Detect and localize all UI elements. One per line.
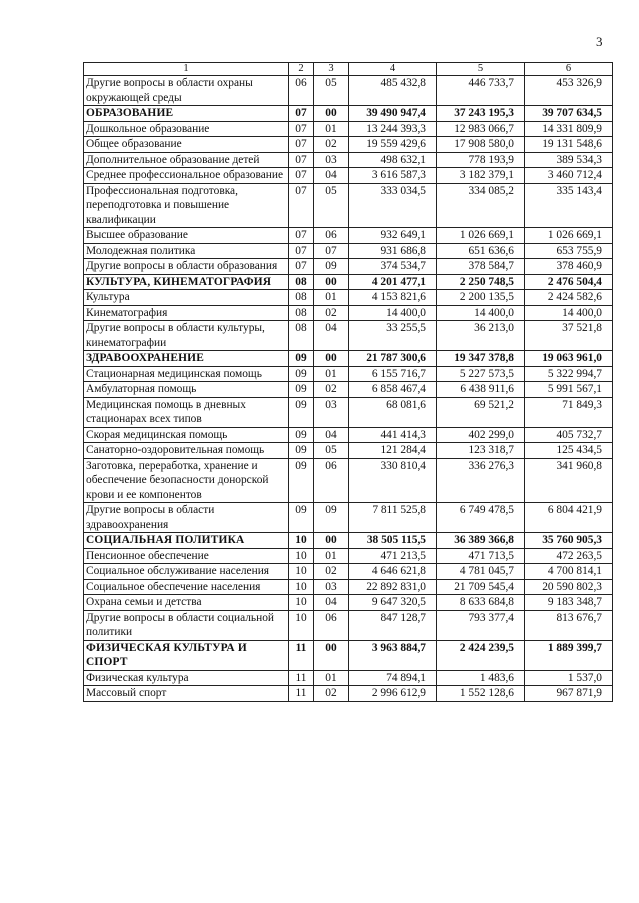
amount-cell: 2 250 748,5 [437, 274, 525, 290]
amount-cell: 341 960,8 [525, 458, 613, 503]
row-name-cell: Высшее образование [84, 228, 289, 244]
row-name-cell: Профессиональная подготовка, переподготовка и повышение квалификации [84, 183, 289, 228]
table-row [84, 168, 613, 184]
subsection-code-cell: 04 [314, 321, 349, 351]
table-row [84, 579, 613, 595]
subsection-code-cell: 05 [314, 183, 349, 228]
amount-cell: 5 991 567,1 [525, 382, 613, 398]
amount-cell: 6 804 421,9 [525, 503, 613, 533]
row-name-cell: Заготовка, переработка, хранение и обеспечение безопасности донорской крови и ее компонентов [84, 458, 289, 503]
section-code-cell: 09 [289, 397, 314, 427]
amount-cell: 1 537,0 [525, 670, 613, 686]
table-row [84, 243, 613, 259]
section-code-cell: 08 [289, 305, 314, 321]
row-name-cell: Массовый спорт [84, 686, 289, 702]
amount-cell: 2 476 504,4 [525, 274, 613, 290]
section-code-cell: 07 [289, 228, 314, 244]
amount-cell: 1 552 128,6 [437, 686, 525, 702]
amount-cell: 4 153 821,6 [349, 290, 437, 306]
subsection-code-cell: 00 [314, 640, 349, 670]
table-row [84, 610, 613, 640]
section-code-cell: 08 [289, 321, 314, 351]
amount-cell: 22 892 831,0 [349, 579, 437, 595]
section-code-cell: 10 [289, 579, 314, 595]
amount-cell: 21 709 545,4 [437, 579, 525, 595]
section-code-cell: 10 [289, 533, 314, 549]
amount-cell: 336 276,3 [437, 458, 525, 503]
table-row [84, 458, 613, 503]
section-code-cell: 10 [289, 610, 314, 640]
subsection-code-cell: 02 [314, 305, 349, 321]
amount-cell: 37 243 195,3 [437, 106, 525, 122]
row-name-cell: Дополнительное образование детей [84, 152, 289, 168]
amount-cell: 2 424 239,5 [437, 640, 525, 670]
row-name-cell: Среднее профессиональное образование [84, 168, 289, 184]
amount-cell: 36 213,0 [437, 321, 525, 351]
amount-cell: 19 063 961,0 [525, 351, 613, 367]
amount-cell: 378 460,9 [525, 259, 613, 275]
subsection-code-cell: 04 [314, 595, 349, 611]
row-name-cell: Общее образование [84, 137, 289, 153]
amount-cell: 69 521,2 [437, 397, 525, 427]
section-code-cell: 10 [289, 595, 314, 611]
subsection-code-cell: 06 [314, 458, 349, 503]
table-section-row [84, 274, 613, 290]
amount-cell: 931 686,8 [349, 243, 437, 259]
table-row [84, 443, 613, 459]
subsection-code-cell: 01 [314, 366, 349, 382]
section-code-cell: 07 [289, 121, 314, 137]
amount-cell: 778 193,9 [437, 152, 525, 168]
amount-cell: 14 400,0 [437, 305, 525, 321]
row-name-cell: Физическая культура [84, 670, 289, 686]
section-code-cell: 07 [289, 168, 314, 184]
amount-cell: 402 299,0 [437, 427, 525, 443]
column-header: 3 [314, 63, 349, 76]
subsection-code-cell: 00 [314, 274, 349, 290]
subsection-code-cell: 05 [314, 76, 349, 106]
column-header: 4 [349, 63, 437, 76]
amount-cell: 6 858 467,4 [349, 382, 437, 398]
table-row [84, 503, 613, 533]
amount-cell: 1 026 669,1 [437, 228, 525, 244]
table-header-row [84, 63, 613, 76]
amount-cell: 333 034,5 [349, 183, 437, 228]
amount-cell: 19 347 378,8 [437, 351, 525, 367]
amount-cell: 2 996 612,9 [349, 686, 437, 702]
amount-cell: 33 255,5 [349, 321, 437, 351]
amount-cell: 9 647 320,5 [349, 595, 437, 611]
row-name-cell: Молодежная политика [84, 243, 289, 259]
amount-cell: 14 400,0 [349, 305, 437, 321]
table-section-row [84, 351, 613, 367]
amount-cell: 20 590 802,3 [525, 579, 613, 595]
row-name-cell: Культура [84, 290, 289, 306]
column-header: 2 [289, 63, 314, 76]
table-row [84, 397, 613, 427]
table-row [84, 137, 613, 153]
row-name-cell: ОБРАЗОВАНИЕ [84, 106, 289, 122]
amount-cell: 405 732,7 [525, 427, 613, 443]
amount-cell: 335 143,4 [525, 183, 613, 228]
amount-cell: 39 490 947,4 [349, 106, 437, 122]
section-code-cell: 10 [289, 564, 314, 580]
amount-cell: 121 284,4 [349, 443, 437, 459]
amount-cell: 14 400,0 [525, 305, 613, 321]
section-code-cell: 09 [289, 503, 314, 533]
table-row [84, 670, 613, 686]
section-code-cell: 07 [289, 106, 314, 122]
amount-cell: 4 646 621,8 [349, 564, 437, 580]
row-name-cell: Медицинская помощь в дневных стационарах всех типов [84, 397, 289, 427]
subsection-code-cell: 01 [314, 121, 349, 137]
table-row [84, 686, 613, 702]
subsection-code-cell: 00 [314, 351, 349, 367]
amount-cell: 847 128,7 [349, 610, 437, 640]
row-name-cell: ЗДРАВООХРАНЕНИЕ [84, 351, 289, 367]
table-row [84, 548, 613, 564]
amount-cell: 6 749 478,5 [437, 503, 525, 533]
subsection-code-cell: 02 [314, 564, 349, 580]
section-code-cell: 07 [289, 259, 314, 275]
amount-cell: 6 438 911,6 [437, 382, 525, 398]
amount-cell: 378 584,7 [437, 259, 525, 275]
section-code-cell: 09 [289, 366, 314, 382]
table-row [84, 321, 613, 351]
row-name-cell: Социальное обслуживание населения [84, 564, 289, 580]
amount-cell: 1 026 669,1 [525, 228, 613, 244]
amount-cell: 36 389 366,8 [437, 533, 525, 549]
amount-cell: 334 085,2 [437, 183, 525, 228]
amount-cell: 472 263,5 [525, 548, 613, 564]
subsection-code-cell: 06 [314, 228, 349, 244]
amount-cell: 71 849,3 [525, 397, 613, 427]
amount-cell: 5 322 994,7 [525, 366, 613, 382]
row-name-cell: Кинематография [84, 305, 289, 321]
amount-cell: 2 200 135,5 [437, 290, 525, 306]
row-name-cell: Охрана семьи и детства [84, 595, 289, 611]
amount-cell: 967 871,9 [525, 686, 613, 702]
amount-cell: 13 244 393,3 [349, 121, 437, 137]
subsection-code-cell: 02 [314, 382, 349, 398]
amount-cell: 374 534,7 [349, 259, 437, 275]
section-code-cell: 08 [289, 274, 314, 290]
table-row [84, 595, 613, 611]
row-name-cell: Другие вопросы в области охраны окружающей среды [84, 76, 289, 106]
section-code-cell: 08 [289, 290, 314, 306]
section-code-cell: 07 [289, 152, 314, 168]
page-number: 3 [596, 34, 603, 49]
table-row [84, 183, 613, 228]
subsection-code-cell: 03 [314, 397, 349, 427]
subsection-code-cell: 00 [314, 106, 349, 122]
table-row [84, 121, 613, 137]
amount-cell: 485 432,8 [349, 76, 437, 106]
table-row [84, 76, 613, 106]
amount-cell: 123 318,7 [437, 443, 525, 459]
amount-cell: 74 894,1 [349, 670, 437, 686]
amount-cell: 813 676,7 [525, 610, 613, 640]
amount-cell: 8 633 684,8 [437, 595, 525, 611]
table-row [84, 290, 613, 306]
amount-cell: 471 713,5 [437, 548, 525, 564]
table-section-row [84, 106, 613, 122]
amount-cell: 330 810,4 [349, 458, 437, 503]
subsection-code-cell: 03 [314, 152, 349, 168]
amount-cell: 5 227 573,5 [437, 366, 525, 382]
row-name-cell: Другие вопросы в области культуры, кинематографии [84, 321, 289, 351]
amount-cell: 35 760 905,3 [525, 533, 613, 549]
amount-cell: 3 963 884,7 [349, 640, 437, 670]
row-name-cell: Санаторно-оздоровительная помощь [84, 443, 289, 459]
amount-cell: 37 521,8 [525, 321, 613, 351]
amount-cell: 125 434,5 [525, 443, 613, 459]
amount-cell: 1 889 399,7 [525, 640, 613, 670]
amount-cell: 3 616 587,3 [349, 168, 437, 184]
section-code-cell: 09 [289, 382, 314, 398]
row-name-cell: ФИЗИЧЕСКАЯ КУЛЬТУРА И СПОРТ [84, 640, 289, 670]
amount-cell: 441 414,3 [349, 427, 437, 443]
amount-cell: 793 377,4 [437, 610, 525, 640]
table-row [84, 305, 613, 321]
row-name-cell: Стационарная медицинская помощь [84, 366, 289, 382]
amount-cell: 17 908 580,0 [437, 137, 525, 153]
row-name-cell: Другие вопросы в области образования [84, 259, 289, 275]
subsection-code-cell: 07 [314, 243, 349, 259]
row-name-cell: Скорая медицинская помощь [84, 427, 289, 443]
subsection-code-cell: 02 [314, 137, 349, 153]
section-code-cell: 10 [289, 548, 314, 564]
section-code-cell: 07 [289, 183, 314, 228]
amount-cell: 653 755,9 [525, 243, 613, 259]
row-name-cell: Другие вопросы в области здравоохранения [84, 503, 289, 533]
section-code-cell: 06 [289, 76, 314, 106]
table-row [84, 366, 613, 382]
section-code-cell: 11 [289, 640, 314, 670]
section-code-cell: 07 [289, 137, 314, 153]
subsection-code-cell: 09 [314, 503, 349, 533]
subsection-code-cell: 04 [314, 427, 349, 443]
subsection-code-cell: 04 [314, 168, 349, 184]
amount-cell: 21 787 300,6 [349, 351, 437, 367]
amount-cell: 19 131 548,6 [525, 137, 613, 153]
amount-cell: 651 636,6 [437, 243, 525, 259]
section-code-cell: 09 [289, 427, 314, 443]
amount-cell: 68 081,6 [349, 397, 437, 427]
amount-cell: 6 155 716,7 [349, 366, 437, 382]
table-row [84, 152, 613, 168]
amount-cell: 4 781 045,7 [437, 564, 525, 580]
amount-cell: 12 983 066,7 [437, 121, 525, 137]
subsection-code-cell: 01 [314, 290, 349, 306]
amount-cell: 7 811 525,8 [349, 503, 437, 533]
amount-cell: 9 183 348,7 [525, 595, 613, 611]
section-code-cell: 09 [289, 351, 314, 367]
subsection-code-cell: 09 [314, 259, 349, 275]
amount-cell: 14 331 809,9 [525, 121, 613, 137]
subsection-code-cell: 06 [314, 610, 349, 640]
section-code-cell: 07 [289, 243, 314, 259]
column-header: 1 [84, 63, 289, 76]
row-name-cell: Другие вопросы в области социальной политики [84, 610, 289, 640]
column-header: 5 [437, 63, 525, 76]
section-code-cell: 11 [289, 670, 314, 686]
row-name-cell: Пенсионное обеспечение [84, 548, 289, 564]
amount-cell: 38 505 115,5 [349, 533, 437, 549]
amount-cell: 4 700 814,1 [525, 564, 613, 580]
amount-cell: 932 649,1 [349, 228, 437, 244]
column-header: 6 [525, 63, 613, 76]
table-row [84, 427, 613, 443]
row-name-cell: Дошкольное образование [84, 121, 289, 137]
budget-table [83, 62, 613, 702]
row-name-cell: Социальное обеспечение населения [84, 579, 289, 595]
subsection-code-cell: 03 [314, 579, 349, 595]
table-row [84, 382, 613, 398]
amount-cell: 1 483,6 [437, 670, 525, 686]
subsection-code-cell: 00 [314, 533, 349, 549]
amount-cell: 389 534,3 [525, 152, 613, 168]
subsection-code-cell: 05 [314, 443, 349, 459]
row-name-cell: КУЛЬТУРА, КИНЕМАТОГРАФИЯ [84, 274, 289, 290]
amount-cell: 2 424 582,6 [525, 290, 613, 306]
amount-cell: 4 201 477,1 [349, 274, 437, 290]
amount-cell: 498 632,1 [349, 152, 437, 168]
section-code-cell: 09 [289, 443, 314, 459]
table-section-row [84, 640, 613, 670]
amount-cell: 471 213,5 [349, 548, 437, 564]
section-code-cell: 09 [289, 458, 314, 503]
subsection-code-cell: 01 [314, 548, 349, 564]
amount-cell: 453 326,9 [525, 76, 613, 106]
table-row [84, 228, 613, 244]
table-row [84, 564, 613, 580]
section-code-cell: 11 [289, 686, 314, 702]
row-name-cell: СОЦИАЛЬНАЯ ПОЛИТИКА [84, 533, 289, 549]
table-row [84, 259, 613, 275]
amount-cell: 19 559 429,6 [349, 137, 437, 153]
row-name-cell: Амбулаторная помощь [84, 382, 289, 398]
amount-cell: 446 733,7 [437, 76, 525, 106]
amount-cell: 3 460 712,4 [525, 168, 613, 184]
amount-cell: 3 182 379,1 [437, 168, 525, 184]
subsection-code-cell: 01 [314, 670, 349, 686]
amount-cell: 39 707 634,5 [525, 106, 613, 122]
table-section-row [84, 533, 613, 549]
subsection-code-cell: 02 [314, 686, 349, 702]
